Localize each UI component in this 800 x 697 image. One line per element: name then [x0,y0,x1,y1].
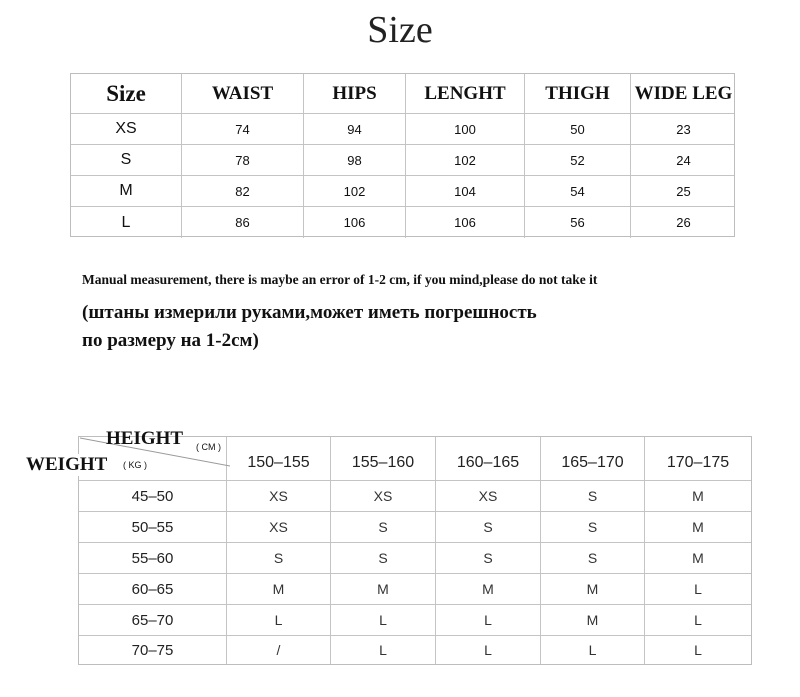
measurement-cell: 82 [182,176,304,206]
measurement-cell: 94 [304,114,406,144]
measurement-cell: 106 [304,207,406,238]
measurement-cell: 25 [676,183,691,199]
measurement-cell: 26 [676,215,691,230]
page-title: Size [367,9,433,51]
recommended-size-cell: L [436,605,541,635]
recommended-size-cell: L [694,612,702,628]
recommended-size-cell: M [692,519,704,535]
recommended-size-cell: S [436,543,541,573]
size-table-header-row [71,74,734,114]
size-label-cell: M [71,176,182,206]
measurement-note-english: Manual measurement, there is maybe an error of 1-2 cm, if you mind,please do not take it [82,272,598,287]
weight-range-cell: 60–65 [79,574,227,604]
weight-row [79,605,751,636]
recommended-size-cell: L [694,642,702,658]
weight-range-cell: 65–70 [79,605,227,635]
recommended-size-cell: XS [227,481,331,511]
weight-range-cell: 45–50 [79,481,227,511]
weight-height-size-table [78,436,752,665]
recommended-size-cell: S [541,512,645,542]
recommended-size-cell: S [331,543,436,573]
height-range-cell: 170–175 [666,453,730,471]
measurement-cell: 106 [406,207,525,238]
weight-row [79,481,751,512]
measurement-note-russian-line-2: по размеру на 1-2см) [82,330,259,351]
size-table-header-cell: HIPS [304,74,406,113]
size-label-cell: S [71,145,182,175]
recommended-size-cell: M [227,574,331,604]
measurement-cell: 104 [406,176,525,206]
size-label-cell: L [71,207,182,238]
measurement-cell: 78 [182,145,304,175]
measurement-cell: 56 [525,207,631,238]
recommended-size-cell: M [692,488,704,504]
recommended-size-cell: M [541,574,645,604]
recommended-size-cell: S [331,512,436,542]
size-table-row [71,145,734,176]
height-unit-label: ( CM ) [196,442,221,452]
recommended-size-cell: L [436,636,541,664]
size-label-cell: XS [71,114,182,144]
weight-row [79,636,751,664]
recommended-size-cell: / [227,636,331,664]
recommended-size-cell: M [692,550,704,566]
measurement-cell: 52 [525,145,631,175]
recommended-size-cell: L [227,605,331,635]
height-range-cell: 165–170 [541,437,645,480]
measurement-cell: 54 [525,176,631,206]
measurement-cell: 50 [525,114,631,144]
measurement-cell: 23 [676,121,691,137]
height-range-cell: 160–165 [436,437,541,480]
recommended-size-cell: L [331,605,436,635]
recommended-size-cell: S [436,512,541,542]
size-table-header-cell: Size [71,74,182,113]
measurement-cell: 102 [406,145,525,175]
measurement-cell: 24 [676,152,691,168]
weight-axis-label: WEIGHT [26,454,108,475]
size-table-row [71,114,734,145]
recommended-size-cell: M [541,605,645,635]
recommended-size-cell: XS [331,481,436,511]
weight-row [79,543,751,574]
recommended-size-cell: L [331,636,436,664]
recommended-size-cell: XS [436,481,541,511]
height-range-cell: 150–155 [227,437,331,480]
recommended-size-cell: XS [227,512,331,542]
size-measurement-table [70,73,735,237]
size-table-header-cell: LENGHT [406,74,525,113]
measurement-cell: 74 [182,114,304,144]
size-table-row [71,207,734,238]
recommended-size-cell: S [227,543,331,573]
weight-row [79,574,751,605]
size-table-header-cell: THIGH [525,74,631,113]
measurement-note-russian-line-1: (штаны измерили руками,может иметь погрешность [82,302,537,323]
recommended-size-cell: M [436,574,541,604]
weight-range-cell: 70–75 [79,636,227,664]
recommended-size-cell: M [331,574,436,604]
recommended-size-cell: L [541,636,645,664]
measurement-cell: 102 [304,176,406,206]
measurement-cell: 86 [182,207,304,238]
height-range-cell: 155–160 [331,437,436,480]
measurement-cell: 98 [304,145,406,175]
recommended-size-cell: S [541,481,645,511]
weight-unit-label: ( KG ) [123,460,147,470]
weight-row [79,512,751,543]
height-axis-label: HEIGHT [106,428,184,449]
weight-range-cell: 55–60 [79,543,227,573]
size-table-header-cell: WIDE LEG [634,82,733,104]
measurement-cell: 100 [406,114,525,144]
size-table-header-cell: WAIST [182,74,304,113]
recommended-size-cell: L [694,581,702,597]
recommended-size-cell: S [541,543,645,573]
weight-range-cell: 50–55 [79,512,227,542]
size-table-row [71,176,734,207]
